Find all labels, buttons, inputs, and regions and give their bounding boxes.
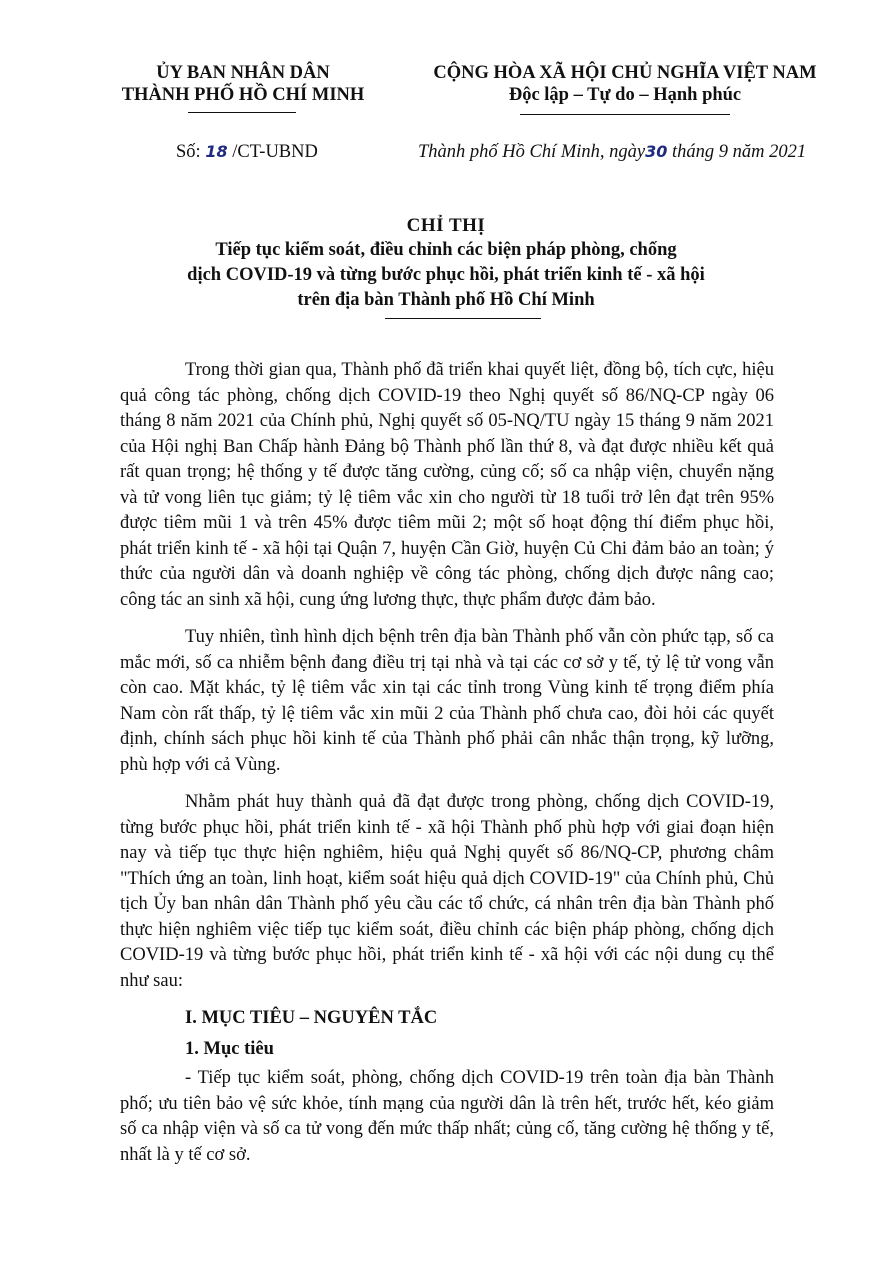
document-body [120, 358, 774, 1168]
section-heading: I. MỤC TIÊU – NGUYÊN TẮC [185, 1008, 438, 1028]
document-type: CHỈ THỊ [406, 215, 486, 236]
title-line-2: dịch COVID-19 và từng bước phục hồi, phát triển kinh tế - xã hội [187, 265, 705, 285]
document-date-prefix: Thành phố Hồ Chí Minh, ngày [418, 142, 646, 162]
national-name: CỘNG HÒA XÃ HỘI CHỦ NGHĨA VIỆT NAM [433, 63, 817, 83]
title-line-1: Tiếp tục kiểm soát, điều chỉnh các biện pháp phòng, chống [215, 240, 677, 260]
title-line-3: trên địa bàn Thành phố Hồ Chí Minh [297, 290, 595, 310]
document-date-suffix: tháng 9 năm 2021 [672, 142, 807, 162]
title-underline [385, 318, 541, 319]
document-number-suffix: /CT-UBND [232, 142, 318, 162]
paragraph-3: Nhằm phát huy thành quả đã đạt được trong phòng, chống dịch COVID-19, từng bước phục hồi, phát triển kinh tế - xã hội Thành phố phù hợp với giai đoạn hiện nay và tiếp tục thực hiện nghiêm, hiệu quả Nghị quyết số 86/NQ-CP, phương châm "Thích ứng an toàn, linh hoạt, kiểm soát hiệu quả dịch COVID-19" của Chính phủ, Chủ tịch Ủy ban nhân dân Thành phố yêu cầu các tổ chức, cá nhân trên địa bàn Thành phố thực hiện nghiêm việc tiếp tục kiểm soát, điều chỉnh các biện pháp phòng, chống dịch COVID-19 và từng bước phục hồi, phát triển kinh tế - xã hội với các nội dung cụ thể như sau: [120, 792, 774, 991]
motto-underline [520, 114, 730, 115]
issuer-underline [188, 112, 296, 113]
issuer-line-2: THÀNH PHỐ HỒ CHÍ MINH [121, 85, 365, 105]
document-number-prefix: Số: [176, 142, 201, 162]
national-motto: Độc lập – Tự do – Hạnh phúc [508, 85, 742, 105]
subsection-heading: 1. Mục tiêu [185, 1039, 274, 1059]
document-number [176, 142, 318, 163]
document-date [418, 142, 806, 163]
document-date-day: 30 [645, 142, 668, 161]
document-title [110, 213, 782, 313]
paragraph-1: Trong thời gian qua, Thành phố đã triển khai quyết liệt, đồng bộ, tích cực, hiệu quả công tác phòng, chống dịch COVID-19 theo Nghị quyết số 86/NQ-CP ngày 06 tháng 8 năm 2021 của Chính phủ, Nghị quyết số 05-NQ/TU ngày 15 tháng 9 năm 2021 của Hội nghị Ban Chấp hành Đảng bộ Thành phố lần thứ 8, và đạt được nhiều kết quả rất quan trọng; hệ thống y tế được tăng cường, củng cố; số ca nhập viện, chuyển nặng và tử vong liên tục giảm; tỷ lệ tiêm vắc xin cho người từ 18 tuổi trở lên đạt trên 95% được tiêm mũi 1 và trên 45% được tiêm mũi 2; một số hoạt động thí điểm phục hồi, phát triển kinh tế - xã hội tại Quận 7, huyện Cần Giờ, huyện Củ Chi đảm bảo an toàn; ý thức của người dân và doanh nghiệp về công tác phòng, chống dịch được nâng cao; công tác an sinh xã hội, cung ứng lương thực, thực phẩm được đảm bảo. [120, 360, 774, 610]
issuer-line-1: ỦY BAN NHÂN DÂN [156, 63, 330, 83]
bullet-paragraph: - Tiếp tục kiểm soát, phòng, chống dịch COVID-19 trên toàn địa bàn Thành phố; ưu tiên bảo vệ sức khỏe, tính mạng của người dân là trên hết, trước hết, kéo giảm số ca nhập viện và số ca tử vong đến mức thấp nhất; củng cố, tăng cường hệ thống y tế, nhất là y tế cơ sở. [120, 1068, 774, 1165]
paragraph-2: Tuy nhiên, tình hình dịch bệnh trên địa bàn Thành phố vẫn còn phức tạp, số ca mắc mới, số ca nhiễm bệnh đang điều trị tại nhà và tại các cơ sở y tế, tỷ lệ tử vong vẫn còn cao. Mặt khác, tỷ lệ tiêm vắc xin tại các tỉnh trong Vùng kinh tế trọng điểm phía Nam còn rất thấp, tỷ lệ tiêm vắc xin mũi 2 của Thành phố chưa cao, đòi hỏi các quyết định, chính sách phục hồi kinh tế của Thành phố phải cân nhắc thận trọng, kỹ lưỡng, phù hợp với cả Vùng. [120, 627, 774, 775]
issuer-block [118, 62, 368, 106]
document-number-handwritten: 18 [205, 142, 228, 161]
national-motto-block [400, 62, 850, 106]
